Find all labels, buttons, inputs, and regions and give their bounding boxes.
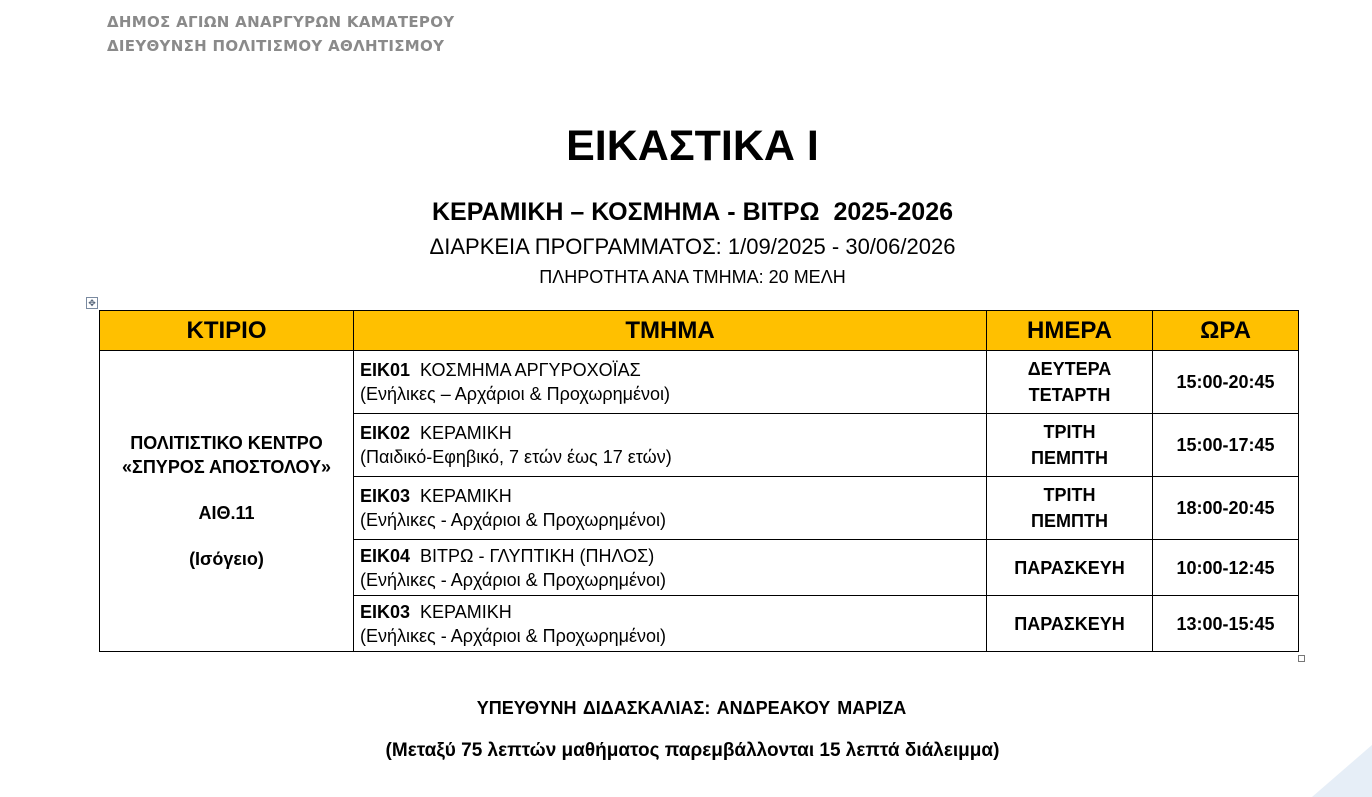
- department-cell: [354, 596, 987, 652]
- table-resize-handle[interactable]: [1298, 655, 1305, 662]
- table-move-handle-icon[interactable]: ✥: [86, 297, 98, 309]
- break-note: (Μεταξύ 75 λεπτών μαθήματος παρεμβάλλονται 15 λεπτά διάλειμμα): [385, 740, 1000, 761]
- department-group: (Ενήλικες – Αρχάριοι & Προχωρημένοι): [360, 384, 671, 404]
- day-first: ΔΕΥΤΕΡΑ: [1027, 359, 1112, 379]
- department-name: ΚΟΣΜΗΜΑ ΑΡΓΥΡΟΧΟΪΑΣ: [420, 360, 641, 380]
- time-cell: 15:00-20:45: [1153, 351, 1299, 414]
- building-cell: [100, 351, 354, 652]
- time-cell: 18:00-20:45: [1153, 477, 1299, 540]
- time-cell: 10:00-12:45: [1153, 540, 1299, 596]
- table-row: [100, 351, 1299, 414]
- organization-header: [107, 10, 454, 58]
- page-subtitle: ΚΕΡΑΜΙΚΗ – ΚΟΣΜΗΜΑ - ΒΙΤΡΩ 2025-2026: [431, 198, 954, 226]
- department-code: ΕΙΚ03: [360, 486, 411, 506]
- day-cell: [987, 351, 1153, 414]
- day-second: ΠΕΜΠΤΗ: [1031, 511, 1108, 531]
- building-room: ΑΙΘ.11: [198, 503, 255, 523]
- department-name: ΒΙΤΡΩ - ΓΛΥΠΤΙΚΗ (ΠΗΛΟΣ): [420, 545, 655, 566]
- department-code: ΕΙΚ01: [360, 360, 411, 380]
- department-cell: [354, 477, 987, 540]
- department-group: (Ενήλικες - Αρχάριοι & Προχωρημένοι): [360, 510, 667, 530]
- header-building: ΚΤΙΡΙΟ: [100, 311, 354, 351]
- day-cell: [987, 414, 1153, 477]
- day-cell: [987, 477, 1153, 540]
- department-cell: [354, 414, 987, 477]
- department-code: ΕΙΚ02: [360, 423, 411, 443]
- department-group: (Ενήλικες - Αρχάριοι & Προχωρημένοι): [360, 625, 667, 646]
- department-name: ΚΕΡΑΜΙΚΗ: [420, 601, 512, 622]
- building-floor: (Ισόγειο): [189, 549, 264, 569]
- day-first: ΤΡΙΤΗ: [1043, 422, 1096, 442]
- program-duration: ΔΙΑΡΚΕΙΑ ΠΡΟΓΡΑΜΜΑΤΟΣ: 1/09/2025 - 30/06/2026: [429, 234, 956, 259]
- page-title: ΕΙΚΑΣΤΙΚΑ Ι: [566, 122, 819, 170]
- department-name: ΚΕΡΑΜΙΚΗ: [420, 486, 512, 506]
- day-cell: ΠΑΡΑΣΚΕΥΗ: [987, 540, 1153, 596]
- building-name-line1: ΠΟΛΙΤΙΣΤΙΚΟ ΚΕΝΤΡΟ: [130, 433, 323, 453]
- time-cell: 15:00-17:45: [1153, 414, 1299, 477]
- header-day: ΗΜΕΡΑ: [987, 311, 1153, 351]
- department-group: (Παιδικό-Εφηβικό, 7 ετών έως 17 ετών): [360, 447, 672, 467]
- day-second: ΠΕΜΠΤΗ: [1031, 448, 1108, 468]
- department-name: ΔΙΕΥΘΥΝΣΗ ΠΟΛΙΤΙΣΜΟΥ ΑΘΛΗΤΙΣΜΟΥ: [107, 37, 445, 55]
- day-second: ΤΕΤΑΡΤΗ: [1028, 385, 1111, 405]
- department-name: ΚΕΡΑΜΙΚΗ: [420, 423, 512, 443]
- time-cell: 13:00-15:45: [1153, 596, 1299, 652]
- header-department: ΤΜΗΜΑ: [354, 311, 987, 351]
- day-cell: ΠΑΡΑΣΚΕΥΗ: [987, 596, 1153, 652]
- department-code: ΕΙΚ04: [360, 545, 411, 566]
- table-header-row: [100, 311, 1299, 351]
- day-first: ΤΡΙΤΗ: [1043, 485, 1096, 505]
- department-group: (Ενήλικες - Αρχάριοι & Προχωρημένοι): [360, 569, 667, 590]
- class-capacity: ΠΛΗΡΟΤΗΤΑ ΑΝΑ ΤΜΗΜΑ: 20 ΜΕΛΗ: [539, 267, 846, 287]
- department-code: ΕΙΚ03: [360, 601, 411, 622]
- schedule-table: [99, 310, 1299, 652]
- building-name-line2: «ΣΠΥΡΟΣ ΑΠΟΣΤΟΛΟΥ»: [122, 457, 331, 477]
- department-cell: [354, 540, 987, 596]
- department-cell: [354, 351, 987, 414]
- corner-decoration: [1312, 745, 1372, 797]
- instructor-line: ΥΠΕΥΘΥΝΗ ΔΙΔΑΣΚΑΛΙΑΣ: ΑΝΔΡΕΑΚΟΥ ΜΑΡΙΖΑ: [476, 698, 907, 718]
- header-time: ΩΡΑ: [1153, 311, 1299, 351]
- organization-name: ΔΗΜΟΣ ΑΓΙΩΝ ΑΝΑΡΓΥΡΩΝ ΚΑΜΑΤΕΡΟΥ: [107, 13, 455, 31]
